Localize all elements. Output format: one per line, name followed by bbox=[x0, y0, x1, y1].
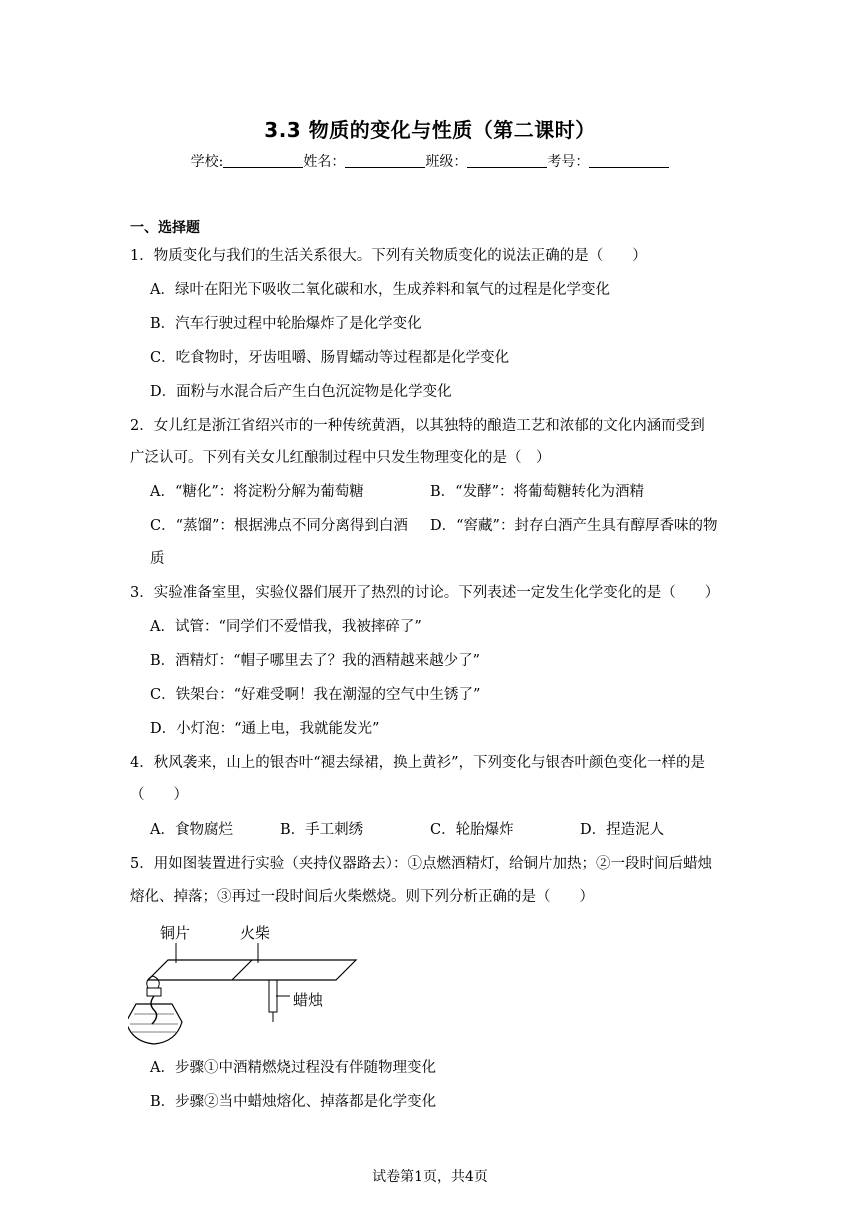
q3-option-c[interactable]: C．铁架台：“好难受啊！我在潮湿的空气中生锈了” bbox=[150, 687, 481, 703]
lamp-flame bbox=[147, 976, 159, 988]
q5-option-b[interactable]: B．步骤②当中蜡烛熔化、掉落都是化学变化 bbox=[150, 1094, 437, 1110]
q2-option-c[interactable]: C．“蒸馏”：根据沸点不同分离得到白酒 bbox=[150, 518, 408, 534]
lamp-cap bbox=[147, 988, 161, 996]
name-label: 姓名： bbox=[303, 154, 346, 170]
q3-option-a[interactable]: A．试管：“同学们不爱惜我，我被摔碎了” bbox=[150, 619, 422, 635]
candle-label: 蜡烛 bbox=[293, 991, 324, 1009]
number-blank[interactable] bbox=[589, 153, 669, 168]
name-blank[interactable] bbox=[345, 153, 425, 168]
q1-option-b[interactable]: B．汽车行驶过程中轮胎爆炸了是化学变化 bbox=[150, 316, 422, 332]
q1-option-d[interactable]: D．面粉与水混合后产生白色沉淀物是化学变化 bbox=[150, 384, 452, 400]
copper-plate bbox=[148, 960, 356, 980]
experiment-diagram bbox=[128, 918, 368, 1050]
page-footer: 试卷第1页，共4页 bbox=[372, 1169, 488, 1185]
q5-option-a[interactable]: A．步骤①中酒精燃烧过程没有伴随物理变化 bbox=[150, 1060, 436, 1076]
q4-option-d[interactable]: D．捏造泥人 bbox=[580, 822, 665, 838]
q2-stem-line1: 2．女儿红是浙江省绍兴市的一种传统黄酒，以其独特的酿造工艺和浓郁的文化内涵而受到 bbox=[130, 418, 705, 434]
match-label: 火柴 bbox=[240, 924, 271, 942]
candle bbox=[269, 980, 277, 1012]
q2-option-a[interactable]: A．“糖化”：将淀粉分解为葡萄糖 bbox=[150, 484, 364, 500]
q3-stem: 3．实验准备室里，实验仪器们展开了热烈的讨论。下列表述一定发生化学变化的是（ ） bbox=[130, 585, 720, 601]
copper-label: 铜片 bbox=[160, 924, 191, 942]
page-title: 3.3 物质的变化与性质（第二课时） bbox=[264, 118, 596, 142]
q2-stem-line2: 广泛认可。下列有关女儿红酿制过程中只发生物理变化的是（ ） bbox=[130, 450, 551, 466]
class-label: 班级： bbox=[425, 154, 468, 170]
q1-stem: 1．物质变化与我们的生活关系很大。下列有关物质变化的说法正确的是（ ） bbox=[130, 248, 647, 264]
q2-option-d[interactable]: D．“窖藏”：封存白酒产生具有醇厚香味的物 bbox=[430, 518, 718, 534]
lamp-wick bbox=[151, 996, 157, 1024]
class-blank[interactable] bbox=[467, 153, 547, 168]
q5-stem-line2: 熔化、掉落；③再过一段时间后火柴燃烧。则下列分析正确的是（ ） bbox=[130, 889, 594, 905]
q2-option-b[interactable]: B．“发酵”：将葡萄糖转化为酒精 bbox=[430, 484, 644, 500]
q3-option-d[interactable]: D．小灯泡：“通上电，我就能发光” bbox=[150, 721, 380, 737]
school-blank[interactable] bbox=[223, 153, 303, 168]
number-label: 考号： bbox=[547, 154, 590, 170]
school-label: 学校: bbox=[190, 154, 224, 170]
q4-option-c[interactable]: C．轮胎爆炸 bbox=[430, 822, 514, 838]
q1-option-c[interactable]: C．吃食物时，牙齿咀嚼、肠胃蠕动等过程都是化学变化 bbox=[150, 350, 510, 366]
q5-stem-line1: 5．用如图装置进行实验（夹持仪器路去）：①点燃酒精灯，给铜片加热；②一段时间后蜡烛 bbox=[130, 856, 712, 872]
q3-option-b[interactable]: B．酒精灯：“帽子哪里去了？我的酒精越来越少了” bbox=[150, 653, 480, 669]
q4-option-a[interactable]: A．食物腐烂 bbox=[150, 822, 233, 838]
student-info bbox=[0, 151, 860, 171]
section-heading: 一、选择题 bbox=[130, 220, 200, 236]
q4-option-b[interactable]: B．手工刺绣 bbox=[280, 822, 364, 838]
q4-stem-line1: 4．秋风袭来，山上的银杏叶“褪去绿裙，换上黄衫”，下列变化与银杏叶颜色变化一样的是 bbox=[130, 755, 706, 771]
q2-option-d-cont: 质 bbox=[150, 551, 165, 567]
q4-stem-line2: （ ） bbox=[130, 787, 188, 803]
match-stick bbox=[232, 960, 252, 980]
q1-option-a[interactable]: A．绿叶在阳光下吸收二氧化碳和水，生成养料和氧气的过程是化学变化 bbox=[150, 282, 610, 298]
lamp-hatching bbox=[130, 1014, 178, 1032]
